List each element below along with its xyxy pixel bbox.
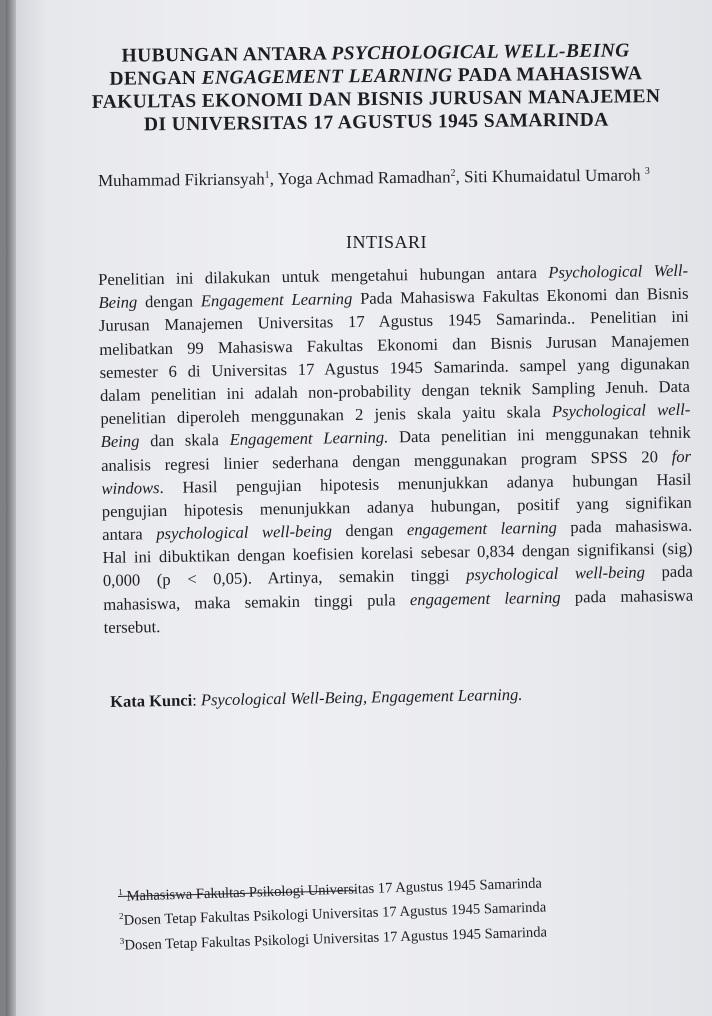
abstract-line: dalam penelitian ini adalah non-probability dengan teknik Sampling Jenuh. Data [99,376,691,405]
author-list [98,165,698,191]
abstract-line: penelitian diperoleh menggunakan 2 jenis skala yaitu skala Psychological well- [100,399,691,429]
abstract-line: windows. Hasil pengujian hipotesis menunjukkan adanya hubungan Hasil [101,469,692,498]
keywords: Kata Kunci: Psycological Well-Being, Engagement Learning. [110,684,523,711]
title-line-2: DENGAN ENGAGEMENT LEARNING PADA MAHASISWA [109,63,643,90]
abstract-heading: INTISARI [346,232,427,252]
paper-title [66,39,687,137]
footnote-1: $^1$ Mahasiswa Fakultas Psikologi Universitas 17 Agustus 1945 Samarinda [118,875,543,905]
author-1-marker: 1 [264,169,270,181]
footnotes [118,870,547,956]
page-edge-shadow [6,0,16,1016]
author-2: , Yoga Achmad Ramadhan [269,167,451,189]
abstract-line: Hal ini dibuktikan dengan koefisien korelasi sebesar 0,834 dengan signifikansi (sig) [102,538,693,568]
author-1: Muhammad Fikriansyah [97,169,265,191]
author-3-marker: 3 [644,165,650,177]
abstract-line: melibatkan 99 Mahasiswa Fakultas Ekonomi dan Bisnis Jurusan Manajemen [99,330,690,359]
abstract-line: analisis regresi linier sederhana dengan menggunakan program SPSS 20 for [100,446,692,475]
title-line-1: HUBUNGAN ANTARA PSYCHOLOGICAL WELL-BEING [121,40,630,67]
abstract-line: Being dan skala Engagement Learning. Data penelitian ini menggunakan tehnik [100,423,691,452]
keywords-label: Kata Kunci [110,690,193,711]
abstract-line: mahasiswa, maka semakin tinggi pula engagement learning pada mahasiswa [103,585,694,614]
abstract-line: tersebut. [103,616,161,637]
abstract-line: semester 6 di Universitas 17 Agustus 1945 Samarinda. sampel yang digunakan [99,353,690,382]
footnote-3: $^3$Dosen Tetap Fakultas Psikologi Universitas 17 Agustus 1945 Samarinda [119,924,548,954]
abstract-line: Being dengan Engagement Learning Pada Mahasiswa Fakultas Ekonomi dan Bisnis [98,283,689,313]
abstract-line: 0,000 (p < 0,05). Artinya, semakin tinggi psychological well-being pada [102,562,693,591]
abstract-line: antara psychological well-being dengan engagement learning pada mahasiswa. [102,515,693,545]
footnote-2: $^2$Dosen Tetap Fakultas Psikologi Universitas 17 Agustus 1945 Samarinda [118,899,547,930]
document-page [6,0,712,1016]
abstract-line: pengujian hipotesis menunjukkan adanya hubungan, positif yang signifikan [101,492,692,521]
abstract-line: Penelitian ini dilakukan untuk mengetahui hubungan antara Psychological Well- [98,260,689,289]
author-3: , Siti Khumaidatul Umaroh [455,165,641,187]
title-line-4: DI UNIVERSITAS 17 AGUSTUS 1945 SAMARINDA [143,109,609,136]
keywords-value: Psycological Well-Being, Engagement Learning. [200,684,523,710]
title-line-3: FAKULTAS EKONOMI DAN BISNIS JURUSAN MANAJEMEN [91,86,661,113]
author-2-marker: 2 [450,167,456,179]
abstract-line: Jurusan Manajemen Universitas 17 Agustus 1945 Samarinda.. Penelitian ini [98,307,689,336]
abstract-body [98,259,694,639]
